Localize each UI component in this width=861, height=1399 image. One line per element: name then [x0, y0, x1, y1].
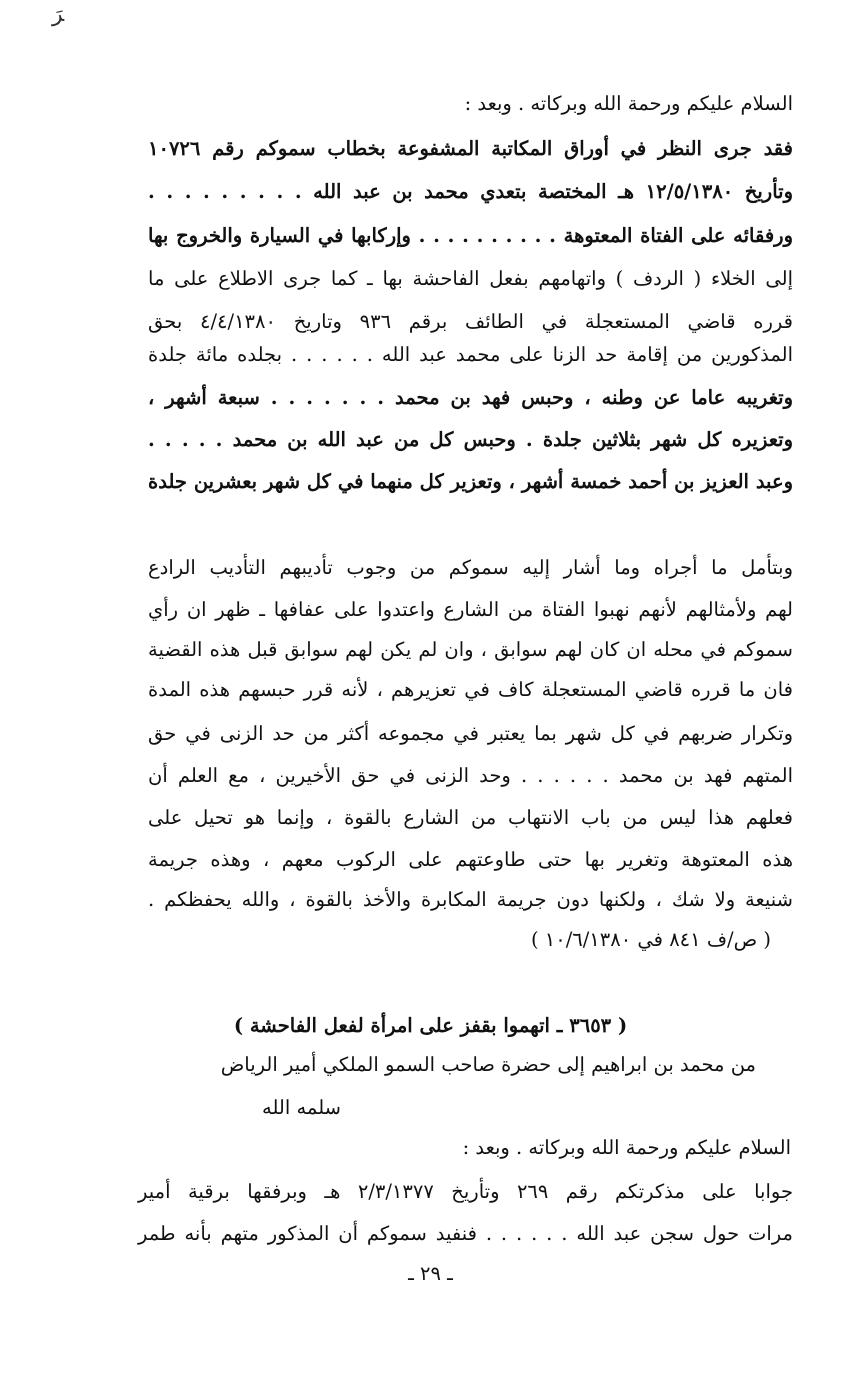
corner-mark: ﺮَ	[52, 2, 65, 27]
body-line: وتعزيره كل شهر بثلاثين جلدة . وحبس كل من عبد الله بن محمد . . . . .	[148, 428, 793, 451]
body-line: المتهم فهد بن محمد . . . . . . وحد الزنى في حق الأخيرين ، مع العلم أن	[148, 764, 793, 787]
body-line: فان ما قرره قاضي المستعجلة كاف في تعزيرهم ، لأنه قرر حبسهم هذه المدة	[148, 678, 793, 701]
body-line: وتأريخ ١٢/٥/١٣٨٠ هـ المختصة بتعدي محمد بن عبد الله . . . . . . . . .	[148, 180, 793, 203]
body-line: وبتأمل ما أجراه وما أشار إليه سموكم من وجوب تأديبهم التأديب الرادع	[148, 556, 793, 579]
address-line: من محمد بن ابراهيم إلى حضرة صاحب السمو الملكي أمير الرياض	[220, 1053, 756, 1076]
body-line: ورفقائه على الفتاة المعتوهة . . . . . . . . . . وإركابها في السيارة والخروج بها	[148, 224, 793, 247]
reference: ( ص/ف ٨٤١ في ١٠/٦/١٣٨٠ )	[530, 928, 771, 951]
body-line: سموكم في محله ان كان لهم سوابق ، وان لم يكن لهم سوابق قبل هذه القضية	[148, 638, 793, 661]
body-line: فقد جرى النظر في أوراق المكاتبة المشفوعة بخطاب سموكم رقم ١٠٧٢٦	[148, 137, 793, 160]
page-number: ـ ٢٩ ـ	[408, 1262, 453, 1285]
body-line: إلى الخلاء ( الردف ) واتهامهم بفعل الفاحشة بها ـ كما جرى الاطلاع على ما	[148, 267, 793, 290]
salutation: سلمه الله	[262, 1096, 341, 1119]
body-line: شنيعة ولا شك ، ولكنها دون جريمة المكابرة والأخذ بالقوة ، والله يحفظكم .	[148, 888, 793, 911]
body-line: هذه المعتوهة وتغرير بها حتى طاوعتهم على الركوب معهم ، وهذه جريمة	[148, 848, 793, 871]
section-heading: ( ٣٦٥٣ ـ اتهموا بقفز على امرأة لفعل الفاحشة )	[233, 1014, 628, 1037]
body-line: المذكورين من إقامة حد الزنا على محمد عبد الله . . . . . . بجلده مائة جلدة	[148, 343, 793, 366]
body-line: قرره قاضي المستعجلة في الطائف برقم ٩٣٦ وتاريخ ٤/٤/١٣٨٠ بحق	[148, 310, 793, 333]
greeting-1: السلام عليكم ورحمة الله وبركاته . وبعد :	[464, 92, 793, 115]
body-line: جوابا على مذكرتكم رقم ٢٦٩ وتأريخ ٢/٣/١٣٧٧ هـ وبرفقها برقية أمير	[138, 1180, 793, 1203]
body-line: وتغريبه عاما عن وطنه ، وحبس فهد بن محمد . . . . . . . سبعة أشهر ،	[148, 386, 793, 409]
body-line: وعبد العزيز بن أحمد خمسة أشهر ، وتعزير كل منهما في كل شهر بعشرين جلدة	[148, 470, 793, 493]
body-line: مرات حول سجن عبد الله . . . . . . فنفيد سموكم أن المذكور متهم بأنه طمر	[138, 1222, 793, 1245]
body-line: لهم ولأمثالهم لأنهم نهبوا الفتاة من الشارع واعتدوا على عفافها ـ ظهر ان رأي	[148, 598, 793, 621]
greeting-2: السلام عليكم ورحمة الله وبركاته . وبعد :	[462, 1136, 791, 1159]
body-line: فعلهم هذا ليس من باب الانتهاب من الشارع بالقوة ، وإنما هو تحيل على	[148, 806, 793, 829]
body-line: وتكرار ضربهم في كل شهر بما يعتبر في مجموعه أكثر من حد الزنى في حق	[148, 722, 793, 745]
